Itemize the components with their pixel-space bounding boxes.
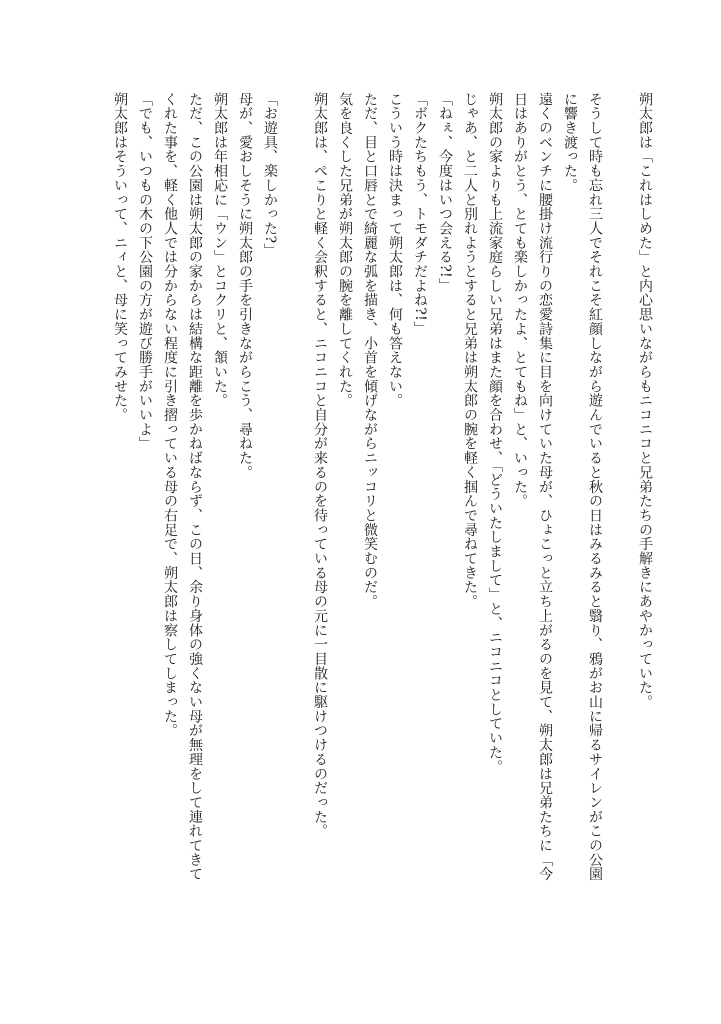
text-line: 気を良くした兄弟が朔太郎の腕を離してくれた。 xyxy=(337,92,353,408)
paragraph-break xyxy=(607,92,632,952)
dialogue-line: 「ボクたちもう、トモダチだよね?!」 xyxy=(412,92,428,336)
text-line: ただ、目と口唇とで綺麗な弧を描き、小首を傾げながらニッコリと微笑むのだ。 xyxy=(362,92,378,609)
text-line: 朔太郎の家よりも上流家庭らしい兄弟はまた顔を合わせ、「どういたしまして」と、ニコニコとしていた。 xyxy=(487,92,503,774)
vertical-text-body xyxy=(107,92,657,952)
text-line: 日はありがとう、とても楽しかったよ、とてもね」と、いった。 xyxy=(512,92,528,509)
text-line: 朔太郎は「これはしめた」と内心思いながらもニコニコと兄弟たちの手解きにあやかっていた。 xyxy=(637,92,653,710)
dialogue-line: 「でも、いつもの木の下公園の方が遊び勝手がいいよ」 xyxy=(137,92,153,451)
text-line: 遠くのベンチに腰掛け流行りの恋愛詩集に目を向けていた母が、ひょこっと立ち上がるのを見て、朔太郎は兄弟たちに「今 xyxy=(537,92,553,882)
text-line: 朔太郎はそういって、ニィと、母に笑ってみせた。 xyxy=(112,92,128,423)
text-line: くれた事を、軽く他人では分からない程度に引き摺っている母の右足で、朔太郎は察してしまった。 xyxy=(162,92,178,738)
text-line: ただ、この公園は朔太郎の家からは結構な距離を歩かねばならず、この日、余り身体の強くない母が無理をして連れてきて xyxy=(187,92,203,882)
text-line: に響き渡った。 xyxy=(562,92,578,193)
text-line: 朔太郎は、ぺこりと軽く会釈すると、ニコニコと自分が来るのを待っている母の元に一目散に駆けつけるのだった。 xyxy=(312,92,328,839)
text-line: じゃあ、と二人と別れようとすると兄弟は朔太郎の腕を軽く掴んで尋ねてきた。 xyxy=(462,92,478,609)
dialogue-line: 「お遊具、楽しかった?」 xyxy=(262,92,278,258)
text-line: 朔太郎は年相応に「ウン」とコクリと、頷いた。 xyxy=(212,92,228,408)
text-line: そうして時も忘れ三人でそれこそ紅顔しながら遊んでいると秋の日はみるみると翳り、鴉がお山に帰るサイレンがこの公園 xyxy=(587,92,603,882)
text-line: 母が、愛おしそうに朔太郎の手を引きながらこう、尋ねた。 xyxy=(237,92,253,480)
text-line: こういう時は決まって朔太郎は、何も答えない。 xyxy=(387,92,403,408)
dialogue-line: 「ねぇ、今度はいつ会える?!」 xyxy=(437,92,453,293)
paragraph-break xyxy=(282,92,307,952)
